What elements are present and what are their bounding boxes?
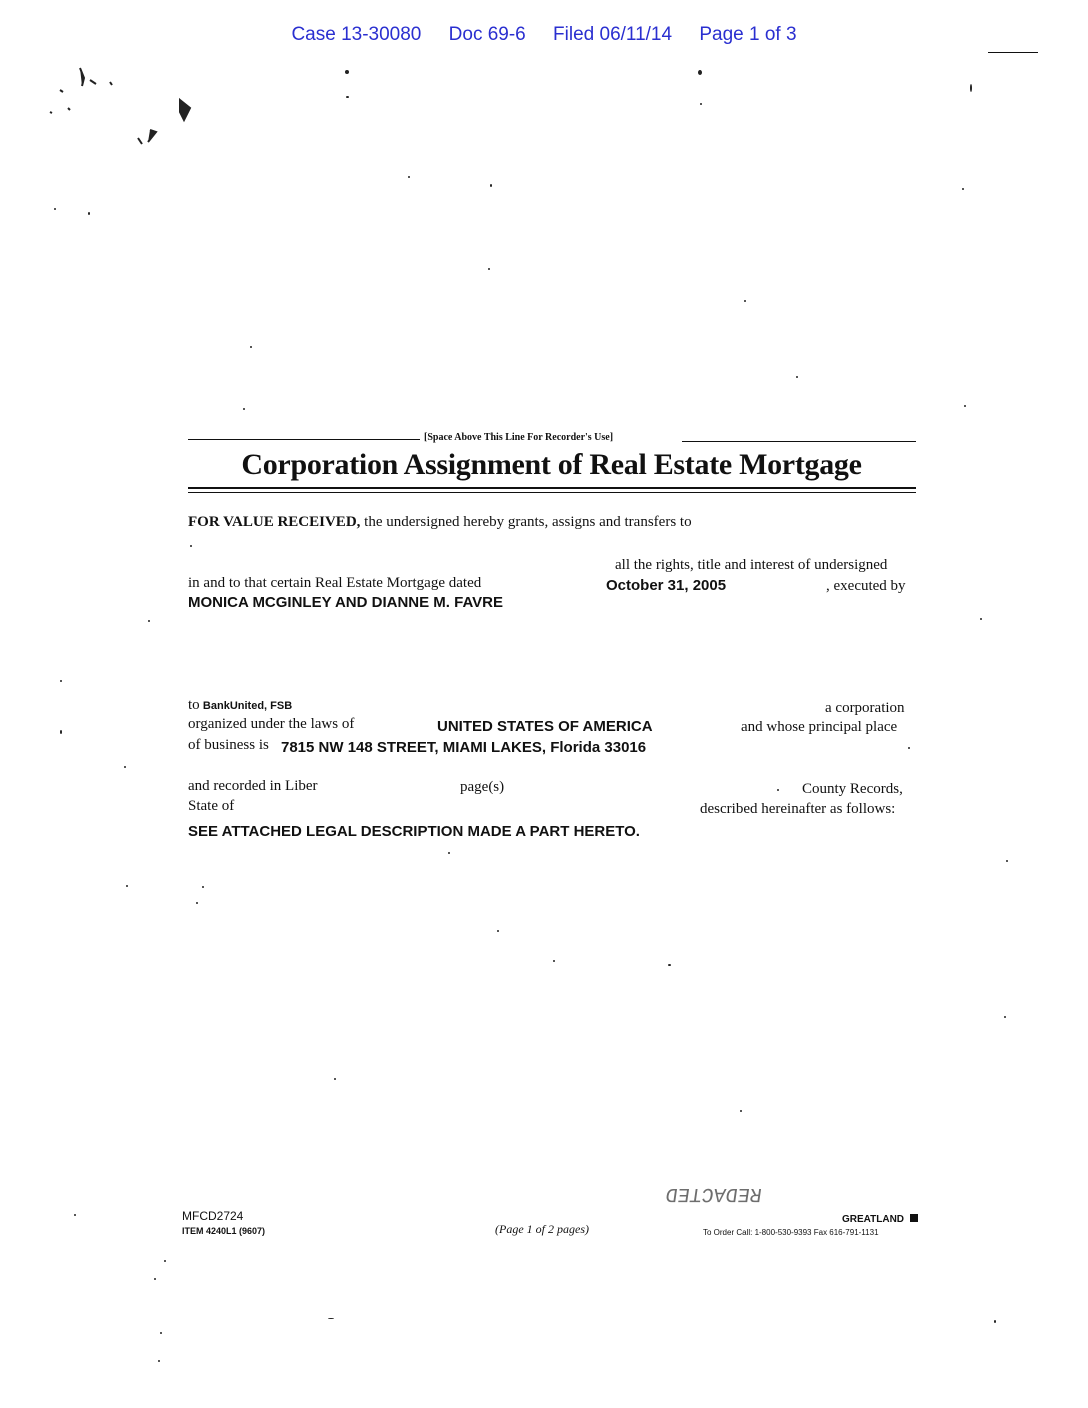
- county-records-label: County Records,: [802, 781, 903, 797]
- court-header: [0, 24, 1088, 46]
- jurisdiction: UNITED STATES OF AMERICA: [437, 718, 653, 735]
- recorder-note: [Space Above This Line For Recorder's Use]: [424, 432, 614, 443]
- recorder-rule-right: [682, 441, 916, 442]
- rights-text: all the rights, title and interest of undersigned: [615, 557, 888, 573]
- case-number: Case 13-30080: [291, 24, 422, 45]
- described-label: described hereinafter as follows:: [700, 801, 896, 817]
- title-rule-1: [188, 487, 916, 489]
- business-label: of business is: [188, 737, 269, 753]
- corporation-label: a corporation: [825, 700, 905, 716]
- pages-label: page(s): [460, 779, 505, 795]
- lender-name: BankUnited, FSB: [202, 700, 293, 712]
- for-value-heading: FOR VALUE RECEIVED,: [188, 514, 361, 530]
- to-label: to: [188, 697, 200, 713]
- greatland-label: GREATLAND: [842, 1214, 905, 1225]
- order-line: To Order Call: 1-800-530-9393 Fax 616-791-1131: [703, 1228, 879, 1237]
- redacted-stamp: REDACTED: [664, 1182, 764, 1205]
- legal-description: SEE ATTACHED LEGAL DESCRIPTION MADE A PART HERETO.: [188, 823, 640, 840]
- business-address: 7815 NW 148 STREET, MIAMI LAKES, Florida 33016: [281, 739, 647, 756]
- for-value-text: the undersigned hereby grants, assigns and transfers to: [364, 514, 692, 530]
- organized-label: organized under the laws of: [188, 716, 355, 732]
- mortgage-dated-label: in and to that certain Real Estate Mortgage dated: [188, 575, 482, 591]
- executed-by-label: , executed by: [826, 578, 906, 594]
- scan-smudge-graphic: [40, 60, 240, 220]
- item-code: ITEM 4240L1 (9607): [182, 1226, 266, 1236]
- greatland-logo-icon: [910, 1214, 918, 1222]
- corner-rule: [988, 52, 1038, 53]
- lender-line: [188, 697, 292, 714]
- recorder-rule-left: [188, 439, 420, 440]
- state-label: State of: [188, 798, 235, 814]
- recorded-label: and recorded in Liber: [188, 778, 318, 794]
- page-indicator: Page 1 of 3: [699, 24, 797, 45]
- for-value-line: [188, 514, 692, 531]
- mortgage-date: October 31, 2005: [606, 577, 727, 594]
- form-code: MFCD2724: [182, 1209, 244, 1223]
- document-title: Corporation Assignment of Real Estate Mortgage: [241, 448, 862, 481]
- filed-date: Filed 06/11/14: [553, 24, 673, 45]
- greatland-brand: [842, 1214, 918, 1225]
- doc-number: Doc 69-6: [448, 24, 526, 45]
- principal-place-label: and whose principal place: [741, 719, 898, 735]
- title-rule-2: [188, 492, 916, 493]
- page-note: (Page 1 of 2 pages): [495, 1222, 589, 1236]
- mortgagors-names: MONICA MCGINLEY AND DIANNE M. FAVRE: [188, 594, 504, 611]
